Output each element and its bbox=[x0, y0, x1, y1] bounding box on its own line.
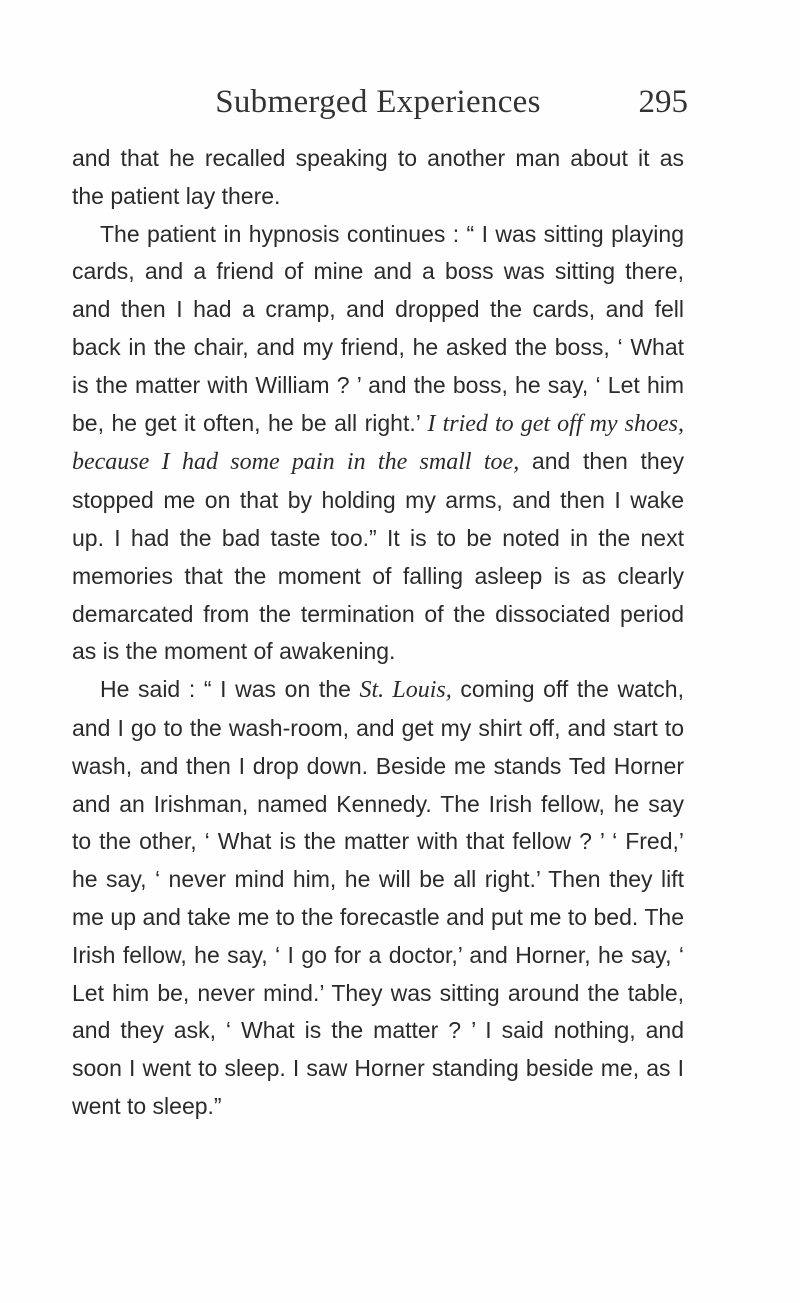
paragraph-3-text-b: coming off the watch, and I go to the wash-room, and get my shirt off, and start to wash, and then I drop down. Beside me stands Ted Horner and an Irishman, named Kennedy. The Irish fellow, he say to the other, ‘ What is the matter with that fellow ? ’ ‘ Fred,’ he say, ‘ never mind him, he will be all right.’ Then they lift me up and take me to the forecastle and put me to bed. The Irish fellow, he say, ‘ I go for a doctor,’ and Horner, he say, ‘ Let him be, never mind.’ They was sitting around the table, and they ask, ‘ What is the matter ? ’ I said nothing, and soon I went to sleep. I saw Horner standing beside me, as I went to sleep.” bbox=[72, 676, 684, 1119]
paragraph-2-text-b: and then they stopped me on that by holding my arms, and then I wake up. I had the bad taste too.” It is to be noted in the next memories that the moment of falling asleep is as clearly demarcated from the termination of the dissociated period as is the moment of awakening. bbox=[72, 448, 684, 665]
body-text bbox=[72, 140, 684, 1126]
paragraph-2-text-a: The patient in hypnosis continues : “ I was sitting playing cards, and a friend of mine and a boss was sitting there, and then I had a cramp, and dropped the cards, and fell back in the chair, and my friend, he asked the boss, ‘ What is the matter with William ? ’ and the boss, he say, ‘ Let him be, he get it often, he be all right.’ bbox=[72, 220, 684, 436]
paragraph-1 bbox=[72, 140, 684, 216]
running-head: Submerged Experiences bbox=[215, 84, 541, 120]
paragraph-2-italic: I tried to get off my shoes, because I had some pain in the small toe, bbox=[72, 410, 684, 476]
page-header bbox=[72, 84, 688, 134]
paragraph-2 bbox=[72, 216, 684, 672]
paragraph-1-text: and that he recalled speaking to another man about it as the patient lay there. bbox=[72, 145, 684, 209]
page-number: 295 bbox=[638, 84, 688, 120]
paragraph-3 bbox=[72, 671, 684, 1126]
paragraph-3-italic: St. Louis, bbox=[359, 677, 452, 704]
paragraph-3-text-a: He said : “ I was on the bbox=[100, 676, 360, 703]
